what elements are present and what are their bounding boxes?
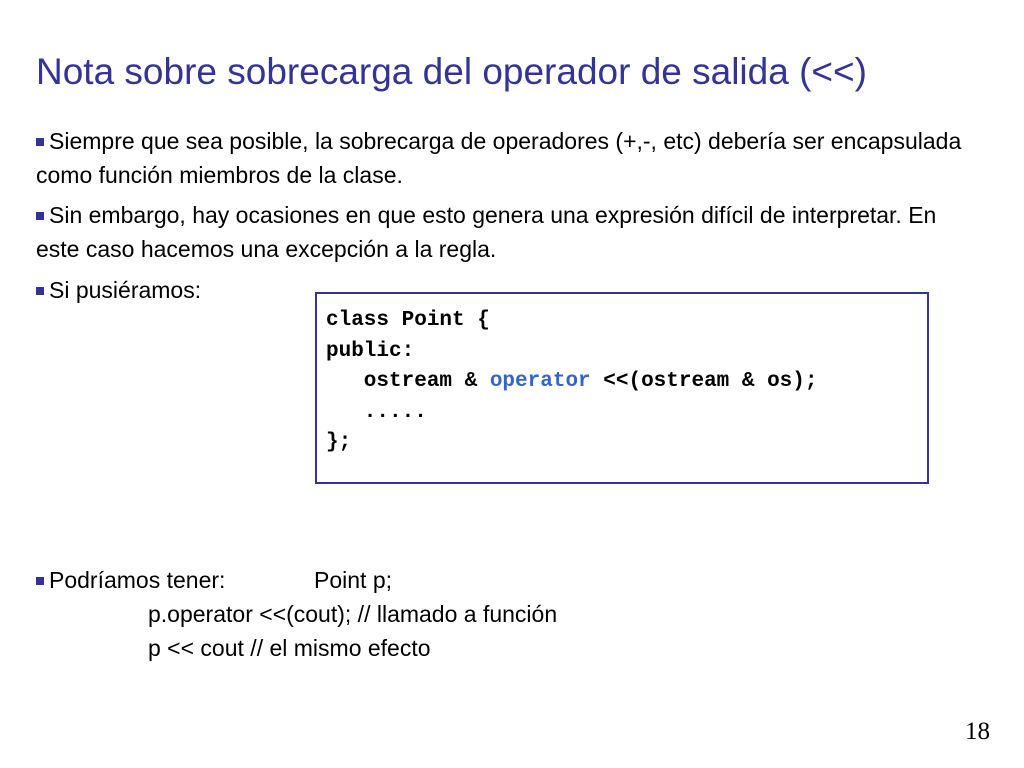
code-block [315,292,929,484]
example-declaration: Point p; [314,567,392,593]
code-line: }; [326,431,352,454]
bullet-item [36,563,976,597]
bullet-text: Sin embargo, hay ocasiones en que esto genera una expresión difícil de interpretar. En este caso hacemos una excepción a la regla. [36,202,937,262]
bullet-text: Siempre que sea posible, la sobrecarga de operadores (+,-, etc) debería ser encapsulada como función miembros de la clase. [36,128,962,188]
code-line: class Point { [326,309,490,332]
bullet-text: Podríamos tener: [49,567,226,593]
code-line [326,367,917,398]
square-bullet-icon [36,287,44,295]
code-text: ostream & [326,370,490,393]
bullet-item [36,198,976,266]
code-keyword: operator [489,370,591,393]
slide-title: Nota sobre sobrecarga del operador de salida (<<) [36,51,867,92]
page-number: 18 [965,718,990,745]
bullet-item [36,124,976,192]
example-line: p.operator <<(cout); // llamado a función [148,601,558,627]
bullet-text: Si pusiéramos: [49,277,202,303]
example-line: p << cout // el mismo efecto [148,635,431,661]
code-text: <<(ostream & os); [590,370,818,393]
square-bullet-icon [36,577,44,585]
code-line: ..... [326,400,427,424]
square-bullet-icon [36,138,44,146]
square-bullet-icon [36,212,44,220]
code-line: public: [326,339,415,363]
